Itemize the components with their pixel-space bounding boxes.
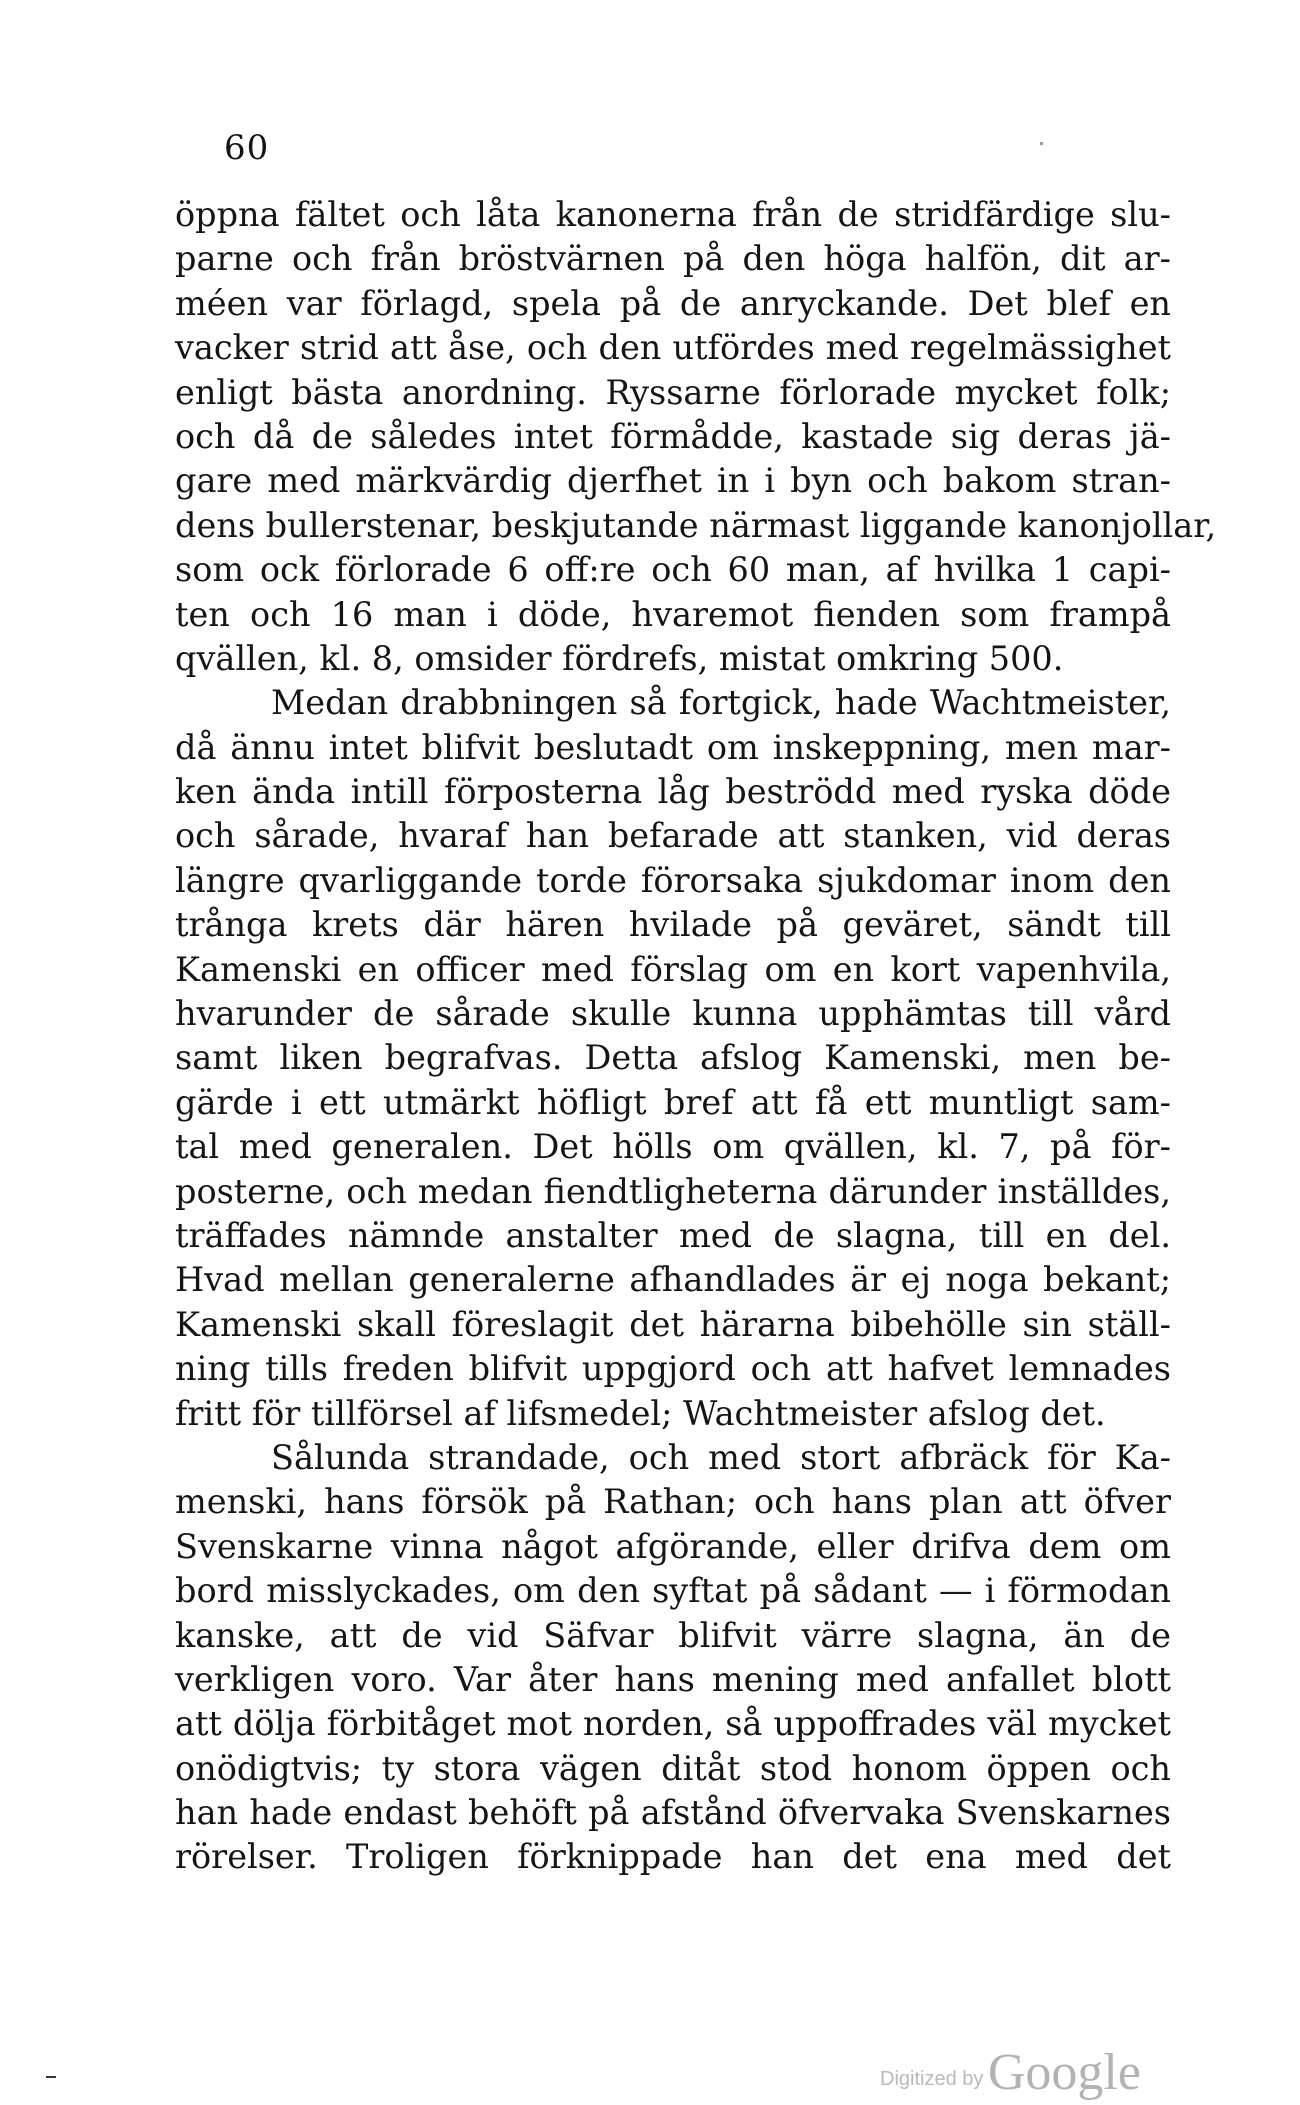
text-line: ning tills freden blifvit uppgjord och att hafvet lemnades: [175, 1349, 1171, 1389]
text-line: ken ända intill förposterna låg beströdd med ryska döde: [175, 772, 1171, 812]
text-line: träffades nämnde anstalter med de slagna, till en del.: [175, 1215, 1171, 1255]
text-line: qvällen, kl. 8, omsider fördrefs, mistat omkring 500.: [175, 638, 1064, 678]
text-line: posterne, och medan fiendtligheterna därunder inställdes,: [175, 1171, 1171, 1211]
text-line: kanske, att de vid Säfvar blifvit värre slagna, än de: [175, 1615, 1171, 1655]
text-line: onödigtvis; ty stora vägen ditåt stod honom öppen och: [175, 1748, 1171, 1788]
text-line: verkligen voro. Var åter hans mening med anfallet blott: [175, 1659, 1171, 1699]
text-line: samt liken begrafvas. Detta afslog Kamenski, men be-: [175, 1038, 1171, 1078]
text-line: tal med generalen. Det hölls om qvällen, kl. 7, på för-: [175, 1127, 1171, 1167]
text-line: och sårade, hvaraf han befarade att stanken, vid deras: [175, 816, 1171, 856]
margin-mark: [46, 2076, 56, 2078]
text-line: öppna fältet och låta kanonerna från de stridfärdige slu-: [175, 195, 1171, 234]
text-line: längre qvarliggande torde förorsaka sjukdomar inom den: [175, 860, 1171, 900]
text-line: enligt bästa anordning. Ryssarne förlorade mycket folk;: [175, 372, 1171, 412]
text-line: fritt för tillförsel af lifsmedel; Wachtmeister afslog det.: [175, 1393, 1106, 1433]
text-line: Kamenski skall föreslagit det härarna bibehölle sin ställ-: [175, 1304, 1171, 1344]
text-line: rörelser. Troligen förknippade han det ena med det: [175, 1837, 1171, 1877]
text-line: att dölja förbitåget mot norden, så uppoffrades väl mycket: [175, 1704, 1171, 1744]
text-line: hvarunder de sårade skulle kunna upphämtas till vård: [175, 994, 1171, 1034]
text-line: ten och 16 man i döde, hvaremot fienden som frampå: [175, 594, 1171, 634]
text-line: Kamenski en officer med förslag om en kort vapenhvila,: [175, 949, 1171, 989]
text-line: och då de således intet förmådde, kastade sig deras jä-: [175, 416, 1171, 456]
text-line: han hade endast behöft på afstånd öfvervaka Svenskarnes: [175, 1793, 1171, 1833]
digitization-watermark: [880, 2043, 1141, 2102]
watermark-brand-logo: Google: [987, 2044, 1141, 2101]
text-line: bord misslyckades, om den syftat på sådant — i förmodan: [175, 1571, 1171, 1611]
text-line: Medan drabbningen så fortgick, hade Wachtmeister,: [271, 683, 1171, 723]
page-number: 60: [224, 128, 270, 168]
text-line: parne och från bröstvärnen på den höga halfön, dit ar-: [175, 239, 1171, 279]
text-line: Sålunda strandade, och med stort afbräck för Ka-: [271, 1437, 1171, 1477]
text-line: méen var förlagd, spela på de anryckande. Det blef en: [175, 283, 1171, 323]
print-speck: [1040, 142, 1043, 145]
text-line: som ock förlorade 6 off:re och 60 man, af hvilka 1 capi-: [175, 550, 1171, 590]
text-line: gare med märkvärdig djerfhet in i byn och bakom stran-: [175, 461, 1171, 501]
text-line: dens bullerstenar, beskjutande närmast liggande kanonjollar,: [175, 505, 1217, 545]
text-line: menski, hans försök på Rathan; och hans plan att öfver: [175, 1482, 1171, 1522]
text-line: trånga krets där hären hvilade på geväret, sändt till: [175, 905, 1171, 945]
text-line: gärde i ett utmärkt höfligt bref att få ett muntligt sam-: [175, 1082, 1171, 1122]
text-line: Hvad mellan generalerne afhandlades är ej noga bekant;: [175, 1260, 1171, 1300]
text-line: då ännu intet blifvit beslutadt om inskeppning, men mar-: [175, 727, 1171, 767]
body-text: [175, 193, 1217, 1880]
text-line: vacker strid att åse, och den utfördes med regelmässighet: [175, 328, 1171, 368]
text-line: Svenskarne vinna något afgörande, eller drifva dem om: [175, 1526, 1171, 1566]
watermark-prefix: Digitized by: [880, 2068, 984, 2090]
